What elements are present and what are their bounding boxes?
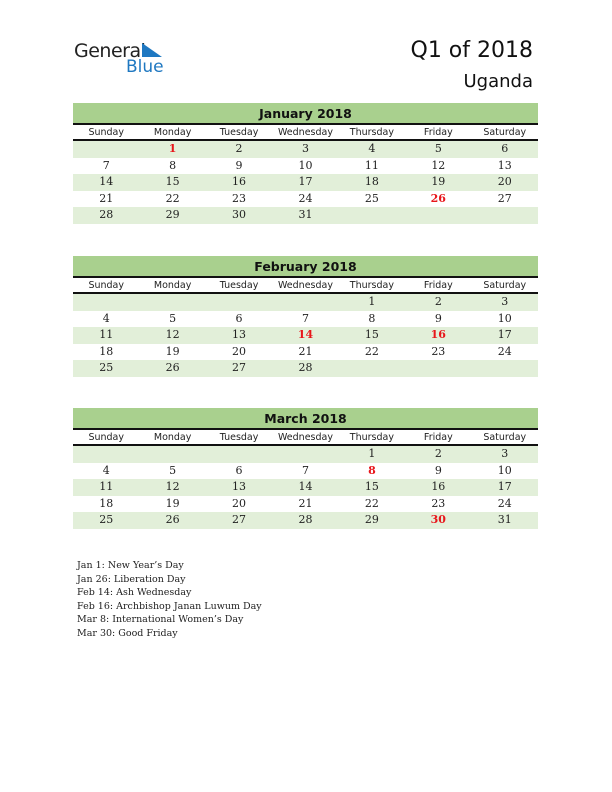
- month-calendar: [73, 256, 538, 377]
- logo-triangle-icon: [142, 43, 162, 57]
- date-cell: 26: [165, 361, 180, 374]
- date-cell: 12: [165, 328, 180, 341]
- date-cell: 31: [497, 513, 512, 526]
- date-cell: 11: [99, 328, 114, 341]
- date-cell: 28: [298, 361, 313, 374]
- date-cell: [339, 360, 405, 377]
- date-cell: 20: [497, 175, 512, 188]
- date-cell: 4: [102, 311, 110, 325]
- month-title: March 2018: [73, 408, 538, 430]
- date-cell: 31: [298, 208, 313, 221]
- date-cell: 2: [434, 447, 442, 460]
- weekday-label: Tuesday: [219, 432, 259, 443]
- date-cell: [405, 207, 471, 224]
- holiday-date-cell: 8: [368, 463, 376, 477]
- date-cell: 12: [431, 158, 446, 172]
- date-cell: 13: [232, 480, 247, 493]
- holiday-date-cell: 1: [168, 142, 177, 155]
- weekday-label: Saturday: [483, 432, 527, 443]
- date-cell: 24: [298, 191, 313, 205]
- date-cell: [472, 360, 538, 377]
- date-cell: 30: [232, 208, 247, 221]
- holiday-list-item: Mar 8: International Women’s Day: [77, 614, 244, 625]
- date-cell: 21: [298, 344, 313, 358]
- date-cell: 15: [364, 480, 379, 493]
- week-row: [73, 360, 538, 377]
- date-cell: 22: [364, 344, 379, 358]
- date-cell: 22: [165, 191, 180, 205]
- weekday-label: Monday: [153, 127, 192, 138]
- date-cell: 23: [431, 496, 446, 510]
- date-cell: 18: [99, 344, 114, 358]
- date-cell: 3: [501, 447, 509, 460]
- holiday-date-cell: 16: [430, 328, 446, 341]
- date-cell: 14: [298, 480, 313, 493]
- date-cell: [272, 294, 338, 311]
- holiday-date-cell: 14: [297, 328, 314, 341]
- date-cell: 20: [232, 496, 247, 510]
- date-cell: 1: [368, 295, 376, 308]
- week-row: [73, 344, 538, 361]
- holiday-date-cell: 26: [430, 191, 446, 205]
- date-cell: 25: [99, 513, 114, 526]
- date-cell: 3: [501, 295, 509, 308]
- date-cell: 17: [298, 175, 313, 188]
- week-row: [73, 294, 538, 311]
- date-cell: 27: [232, 513, 247, 526]
- date-cell: 16: [431, 480, 446, 493]
- date-cell: 27: [497, 191, 512, 205]
- week-row: [73, 207, 538, 224]
- weekday-label: Saturday: [483, 280, 527, 291]
- weekday-label: Sunday: [88, 432, 124, 443]
- date-cell: 4: [102, 463, 110, 477]
- date-cell: [206, 294, 272, 311]
- date-cell: [139, 294, 205, 311]
- date-cell: 23: [431, 344, 446, 358]
- date-cell: 13: [497, 158, 512, 172]
- date-cell: [139, 446, 205, 463]
- weekday-label: Friday: [423, 432, 453, 443]
- date-cell: 7: [102, 158, 110, 172]
- date-cell: 6: [235, 311, 243, 325]
- date-cell: 5: [169, 311, 177, 325]
- week-row: [73, 174, 538, 191]
- date-cell: 2: [434, 295, 442, 308]
- date-cell: 10: [497, 311, 512, 325]
- date-cell: 29: [165, 208, 180, 221]
- week-row: [73, 463, 538, 480]
- date-cell: [73, 294, 139, 311]
- date-cell: [272, 446, 338, 463]
- week-row: [73, 327, 538, 344]
- weekday-label: Sunday: [88, 280, 124, 291]
- week-row: [73, 446, 538, 463]
- week-row: [73, 311, 538, 328]
- weekday-label: Thursday: [349, 432, 394, 443]
- date-cell: 13: [232, 328, 247, 341]
- date-cell: 25: [364, 191, 379, 205]
- date-cell: 10: [497, 463, 512, 477]
- weekday-label: Saturday: [483, 127, 527, 138]
- date-cell: 10: [298, 158, 313, 172]
- week-row: [73, 158, 538, 175]
- date-cell: 4: [368, 142, 376, 155]
- week-row: [73, 141, 538, 158]
- date-cell: 5: [434, 142, 442, 155]
- weekday-label: Thursday: [349, 127, 394, 138]
- weekday-label: Wednesday: [277, 432, 333, 443]
- date-cell: 14: [99, 175, 114, 188]
- date-cell: 27: [232, 361, 247, 374]
- weekday-label: Tuesday: [219, 127, 259, 138]
- weekday-label: Friday: [423, 280, 453, 291]
- date-cell: 15: [364, 328, 379, 341]
- week-row: [73, 479, 538, 496]
- date-cell: 6: [501, 142, 509, 155]
- date-cell: 22: [364, 496, 379, 510]
- holiday-list-item: Feb 16: Archbishop Janan Luwum Day: [77, 600, 262, 612]
- date-cell: 21: [99, 191, 114, 205]
- weekday-label: Monday: [153, 280, 192, 291]
- month-calendar: [73, 408, 538, 529]
- week-row: [73, 512, 538, 529]
- logo: [74, 40, 174, 80]
- week-row: [73, 191, 538, 208]
- month-calendar: [73, 103, 538, 224]
- page-title: Q1 of 2018: [410, 38, 533, 63]
- weekday-label: Thursday: [349, 280, 394, 291]
- date-cell: [472, 207, 538, 224]
- date-cell: 28: [298, 513, 313, 526]
- date-cell: 21: [298, 496, 313, 510]
- date-cell: 18: [99, 496, 114, 510]
- date-cell: 7: [301, 463, 309, 477]
- month-title: February 2018: [73, 256, 538, 278]
- date-cell: 15: [165, 175, 180, 188]
- weekday-header-row: [73, 430, 538, 446]
- date-cell: 23: [232, 191, 247, 205]
- date-cell: 26: [165, 513, 180, 526]
- weekday-label: Sunday: [88, 127, 124, 138]
- month-title: January 2018: [73, 103, 538, 125]
- weekday-label: Friday: [423, 127, 453, 138]
- date-cell: [73, 141, 139, 158]
- date-cell: [339, 207, 405, 224]
- holiday-list-item: Jan 26: Liberation Day: [77, 573, 186, 585]
- week-row: [73, 496, 538, 513]
- date-cell: [73, 446, 139, 463]
- holiday-date-cell: 30: [430, 513, 446, 526]
- weekday-label: Monday: [153, 432, 192, 443]
- date-cell: 28: [99, 208, 114, 221]
- country-name: Uganda: [463, 71, 533, 92]
- date-cell: 20: [232, 344, 247, 358]
- holiday-list: [77, 559, 262, 640]
- holiday-list-item: Feb 14: Ash Wednesday: [77, 587, 192, 598]
- date-cell: 6: [235, 463, 243, 477]
- date-cell: 9: [434, 463, 442, 477]
- date-cell: 5: [169, 463, 177, 477]
- date-cell: 9: [235, 158, 243, 172]
- weekday-label: Wednesday: [277, 127, 333, 138]
- date-cell: 16: [232, 175, 247, 188]
- date-cell: 8: [368, 311, 376, 325]
- date-cell: 18: [364, 175, 379, 188]
- logo-general-text: General: [74, 40, 146, 62]
- date-cell: 9: [434, 311, 442, 325]
- date-cell: 1: [368, 447, 376, 460]
- date-cell: 19: [165, 344, 180, 358]
- weekday-label: Tuesday: [219, 280, 259, 291]
- date-cell: 2: [235, 142, 243, 155]
- date-cell: [206, 446, 272, 463]
- date-cell: 24: [497, 496, 512, 510]
- date-cell: 25: [99, 361, 114, 374]
- date-cell: 12: [165, 480, 180, 493]
- weekday-label: Wednesday: [277, 280, 333, 291]
- holiday-list-item: Mar 30: Good Friday: [77, 627, 178, 639]
- date-cell: 17: [497, 328, 512, 341]
- date-cell: 3: [301, 142, 309, 155]
- date-cell: 7: [301, 311, 309, 325]
- weekday-header-row: [73, 125, 538, 141]
- date-cell: 11: [99, 480, 114, 493]
- weekday-header-row: [73, 278, 538, 294]
- holiday-list-item: Jan 1: New Year’s Day: [77, 560, 184, 571]
- date-cell: 24: [497, 344, 512, 358]
- date-cell: 29: [364, 513, 379, 526]
- date-cell: 11: [364, 158, 379, 172]
- date-cell: 17: [497, 480, 512, 493]
- date-cell: 19: [165, 496, 180, 510]
- date-cell: 8: [169, 158, 177, 172]
- date-cell: 19: [431, 175, 446, 188]
- date-cell: [405, 360, 471, 377]
- logo-blue-text: Blue: [126, 57, 164, 77]
